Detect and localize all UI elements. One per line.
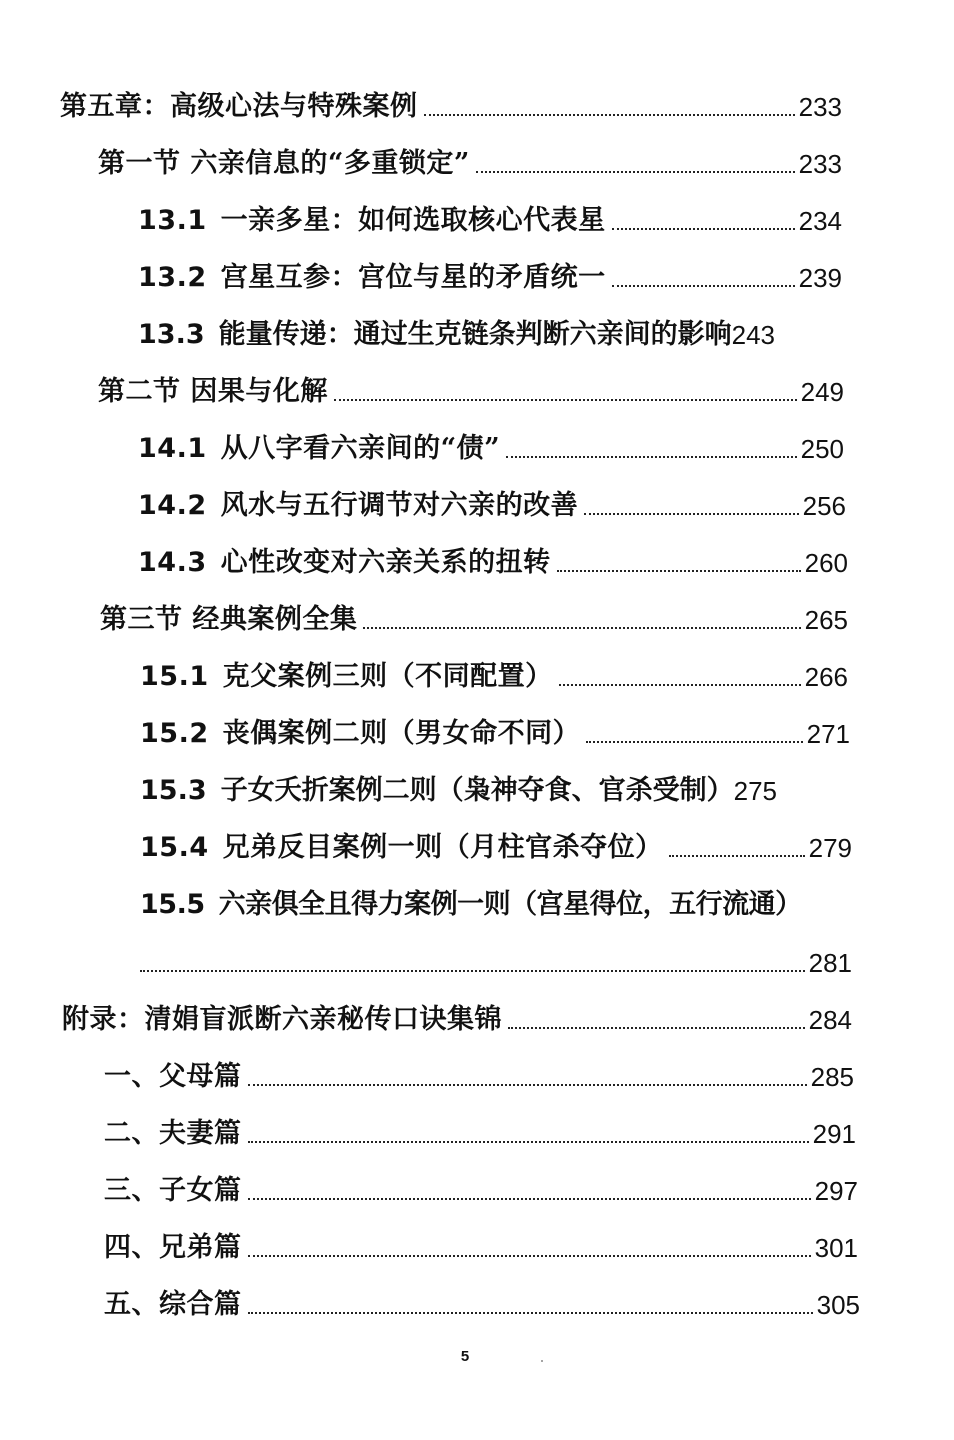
toc-entry-appendix-part[interactable] (104, 1278, 860, 1322)
toc-dot-leader (669, 855, 805, 857)
toc-dot-leader (476, 171, 795, 173)
toc-entry-title: 风水与五行调节对六亲的改善 (220, 490, 579, 521)
toc-entry-number: 13.2 (138, 262, 207, 293)
toc-entry-number: 14.2 (138, 490, 207, 521)
toc-entry-page: 250 (800, 434, 844, 464)
toc-dot-leader (612, 285, 795, 287)
toc-entry-title: 第三节 经典案例全集 (100, 604, 358, 635)
toc-entry-subsection[interactable] (138, 308, 844, 352)
toc-entry-title: 从八字看六亲间的“债” (220, 433, 501, 464)
toc-entry-title: 克父案例三则（不同配置） (222, 661, 553, 692)
toc-entry-subsection[interactable] (138, 194, 842, 238)
toc-dot-leader (559, 684, 801, 686)
toc-entry-subsection[interactable] (140, 650, 848, 694)
toc-dot-leader (334, 399, 797, 401)
toc-entry-appendix-part[interactable] (104, 1221, 858, 1265)
toc-entry-number: 15.1 (140, 661, 209, 692)
toc-entry-page: 291 (812, 1119, 856, 1149)
toc-entry-title: 第二节 因果与化解 (98, 376, 328, 407)
toc-entry-subsection[interactable] (140, 878, 860, 922)
toc-entry-page: 281 (808, 948, 852, 978)
toc-entry-page: 249 (800, 377, 844, 407)
toc-entry-page: 256 (802, 491, 846, 521)
toc-entry-appendix-part[interactable] (104, 1164, 858, 1208)
toc-entry-page: 279 (808, 833, 852, 863)
toc-entry-title: 宫星互参：宫位与星的矛盾统一 (220, 262, 606, 293)
toc-entry-title: 六亲俱全且得力案例一则（宫星得位，五行流通） (218, 889, 802, 920)
toc-entry-number: 13.3 (138, 319, 205, 350)
toc-entry-appendix-part[interactable] (104, 1107, 856, 1151)
toc-dot-leader (248, 1312, 813, 1314)
toc-entry-title: 兄弟反目案例一则（月柱官杀夺位） (222, 832, 663, 863)
toc-entry-page: 233 (798, 92, 842, 122)
toc-dot-leader (508, 1027, 805, 1029)
toc-entry-section[interactable] (98, 137, 842, 181)
toc-entry-continuation[interactable] (140, 936, 852, 980)
toc-entry-appendix[interactable] (62, 993, 852, 1037)
toc-dot-leader (363, 627, 800, 629)
toc-entry-subsection[interactable] (140, 707, 850, 751)
toc-entry-page: 233 (798, 149, 842, 179)
toc-entry-title: 一、父母篇 (104, 1061, 242, 1092)
scan-speck (541, 1360, 543, 1362)
toc-entry-page: 301 (814, 1233, 858, 1263)
toc-dot-leader (248, 1141, 809, 1143)
toc-entry-number: 15.5 (140, 889, 205, 920)
toc-entry-page: 265 (804, 605, 848, 635)
toc-entry-subsection[interactable] (138, 422, 844, 466)
toc-entry-page: 271 (806, 719, 850, 749)
toc-entry-title: 能量传递：通过生克链条判断六亲间的影响 (218, 319, 732, 350)
toc-entry-number: 15.2 (140, 718, 209, 749)
toc-dot-leader (557, 570, 801, 572)
toc-dot-leader (248, 1255, 811, 1257)
toc-entry-title: 子女夭折案例二则（枭神夺食、官杀受制） (220, 775, 734, 806)
toc-entry-page: 239 (798, 263, 842, 293)
toc-entry-page: 243 (731, 320, 776, 350)
toc-entry-title: 五、综合篇 (104, 1289, 242, 1320)
toc-entry-title: 心性改变对六亲关系的扭转 (220, 547, 551, 578)
toc-entry-title: 丧偶案例二则（男女命不同） (222, 718, 581, 749)
toc-entry-subsection[interactable] (138, 536, 848, 580)
toc-dot-leader (506, 456, 796, 458)
toc-dot-leader (248, 1084, 807, 1086)
page-number: 5 (460, 1348, 470, 1365)
toc-dot-leader (584, 513, 798, 515)
toc-entry-page: 305 (816, 1290, 860, 1320)
toc-entry-title: 四、兄弟篇 (104, 1232, 242, 1263)
toc-entry-title: 第一节 六亲信息的“多重锁定” (98, 148, 470, 179)
toc-dot-leader (140, 970, 805, 972)
toc-entry-appendix-part[interactable] (104, 1050, 854, 1094)
toc-entry-subsection[interactable] (138, 251, 842, 295)
toc-entry-title: 一亲多星：如何选取核心代表星 (220, 205, 606, 236)
toc-entry-page: 266 (804, 662, 848, 692)
toc-dot-leader (586, 741, 802, 743)
toc-entry-number: 15.4 (140, 832, 209, 863)
toc-entry-number: 13.1 (138, 205, 207, 236)
toc-entry-chapter[interactable] (60, 80, 842, 124)
toc-entry-title: 附录：清娟盲派断六亲秘传口诀集锦 (62, 1004, 502, 1035)
toc-dot-leader (424, 114, 795, 116)
toc-entry-page: 284 (808, 1005, 852, 1035)
toc-entry-subsection[interactable] (140, 764, 852, 808)
toc-entry-page: 260 (804, 548, 848, 578)
toc-entry-page: 285 (810, 1062, 854, 1092)
toc-entry-number: 14.3 (138, 547, 207, 578)
toc-dot-leader (612, 228, 795, 230)
toc-entry-page: 275 (733, 776, 778, 806)
toc-entry-title: 三、子女篇 (104, 1175, 242, 1206)
toc-entry-page: 234 (798, 206, 842, 236)
toc-entry-subsection[interactable] (140, 821, 852, 865)
toc-entry-title: 第五章：高级心法与特殊案例 (60, 91, 418, 122)
toc-dot-leader (248, 1198, 811, 1200)
toc-entry-title: 二、夫妻篇 (104, 1118, 242, 1149)
toc-entry-page: 297 (814, 1176, 858, 1206)
toc-entry-section[interactable] (100, 593, 848, 637)
toc-entry-section[interactable] (98, 365, 844, 409)
toc-entry-number: 14.1 (138, 433, 207, 464)
toc-entry-number: 15.3 (140, 775, 207, 806)
toc-entry-subsection[interactable] (138, 479, 846, 523)
